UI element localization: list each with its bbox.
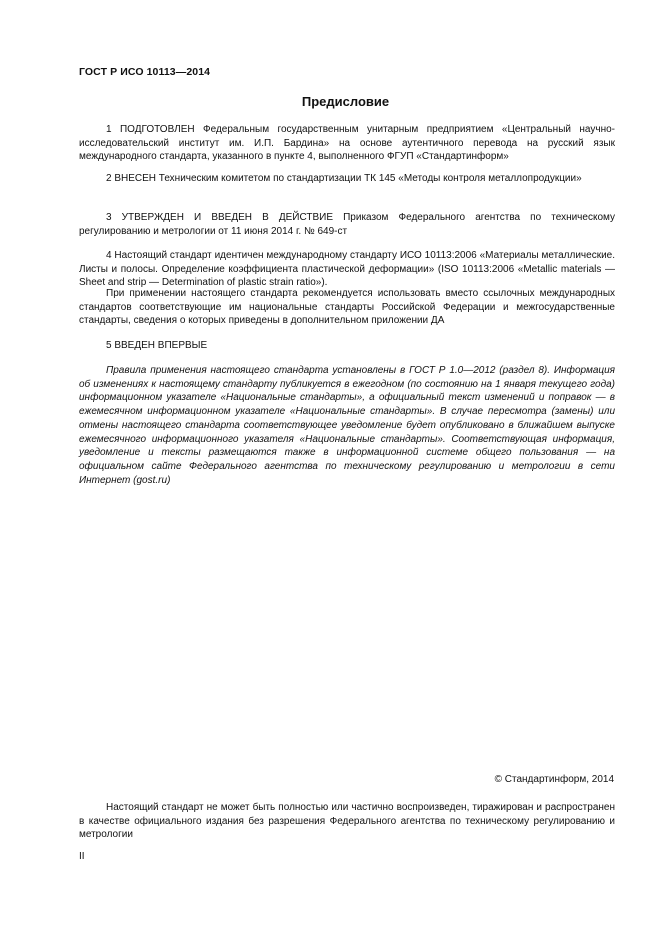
page-title: Предисловие	[301, 94, 390, 109]
copyright-notice: © Стандартинформ, 2014	[494, 774, 614, 785]
paragraph-approved: 3 УТВЕРЖДЕН И ВВЕДЕН В ДЕЙСТВИЕ Приказом Федерального агентства по техническому регулированию и метрологии от 11 июня 2014 г. № 649-ст	[79, 212, 615, 237]
reproduction-notice: Настоящий стандарт не может быть полностью или частично воспроизведен, тиражирован и распространен в качестве официального издания без разрешения Федерального агентства по техническому регулированию и метрологии	[79, 802, 615, 840]
rules-note: Правила применения настоящего стандарта установлены в ГОСТ Р 1.0—2012 (раздел 8). Информация об изменениях к настоящему стандарту публикуется в ежегодном (по состоянию на 1 января текущего года) информационном указателе «Национальные стандарты», а официальный текст изменений и поправок — в ежемесячном информационном указателе «Национальные стандарты». В случае пересмотра (замены) или отмены настоящего стандарта соответствующее уведомление будет опубликовано в ближайшем выпуске ежемесячного информационного указателя «Национальные стандарты». Соответствующая информация, уведомление и тексты размещаются также в информационной системе общего пользования — на официальном сайте Федерального агентства по техническому регулированию и метрологии в сети Интернет (gost.ru)	[79, 365, 615, 486]
page-number: II	[79, 851, 85, 862]
document-code-header: ГОСТ Р ИСО 10113—2014	[79, 66, 211, 78]
paragraph-prepared-by: 1 ПОДГОТОВЛЕН Федеральным государственным унитарным предприятием «Центральный научно-исследовательский институт им. И.П. Бардина» на основе аутентичного перевода на русский язык международного стандарта, указанного в пункте 4, выполненного ФГУП «Стандартинформ»	[79, 124, 615, 162]
paragraph-reference-standards: При применении настоящего стандарта рекомендуется использовать вместо ссылочных международных стандартов соответствующие им национальные стандарты Российской Федерации и межгосударственные стандарты, сведения о которых приведены в дополнительном приложении ДА	[79, 288, 615, 326]
paragraph-introduced-by: 2 ВНЕСЕН Техническим комитетом по стандартизации ТК 145 «Методы контроля металлопродукции»	[106, 173, 582, 184]
paragraph-identical-standard: 4 Настоящий стандарт идентичен международному стандарту ИСО 10113:2006 «Материалы металлические. Листы и полосы. Определение коэффициента пластической деформации» (ISO 10113:2006 «Metallic materials — Sheet and strip — Determination of plastic strain ratio»).	[79, 250, 615, 288]
paragraph-introduced-first: 5 ВВЕДЕН ВПЕРВЫЕ	[106, 340, 208, 351]
